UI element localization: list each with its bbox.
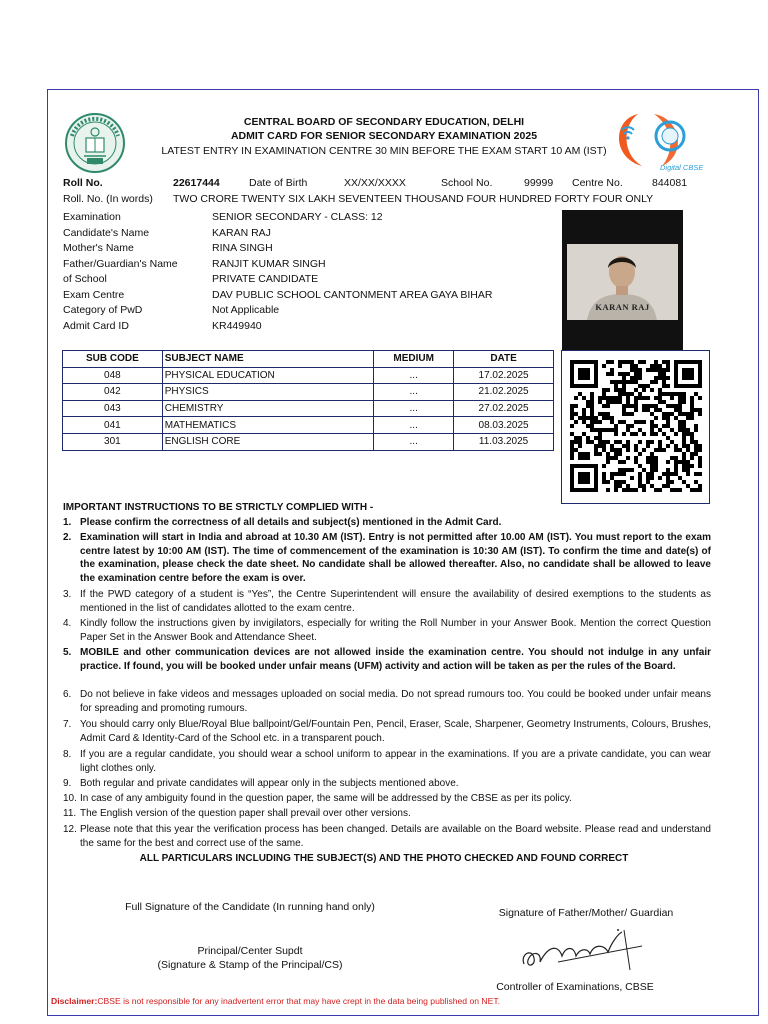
sub-code-cell: 301 bbox=[63, 433, 163, 450]
pwd-category-value: Not Applicable bbox=[212, 304, 280, 316]
date-cell: 11.03.2025 bbox=[454, 433, 554, 450]
examination-label: Examination bbox=[63, 211, 121, 223]
table-row bbox=[63, 384, 554, 401]
instruction-number: 4. bbox=[63, 618, 72, 629]
table-row bbox=[63, 417, 554, 434]
date-header: DATE bbox=[454, 351, 554, 368]
subject-table-header bbox=[63, 351, 554, 368]
disclaimer-text: CBSE is not responsible for any inadvertent error that may have crept in the data being published on NET. bbox=[97, 996, 501, 1006]
examination-value: SENIOR SECONDARY - CLASS: 12 bbox=[212, 211, 383, 223]
declaration-line: ALL PARTICULARS INCLUDING THE SUBJECT(S) AND THE PHOTO CHECKED AND FOUND CORRECT bbox=[139, 853, 629, 864]
instruction-text: You should carry only Blue/Royal Blue ballpoint/Gel/Fountain Pen, Pencil, Eraser, Scale, Sharpener, Geometry Instruments, Colours, Brushes, Admit Card & Identity-Card of the School etc. in a transparent pouch. bbox=[80, 719, 711, 744]
instruction-item bbox=[63, 777, 711, 791]
table-row bbox=[63, 367, 554, 384]
instruction-item bbox=[63, 792, 711, 806]
medium-cell: ... bbox=[374, 367, 454, 384]
father-name-label: Father/Guardian's Name bbox=[63, 258, 178, 270]
instruction-item bbox=[63, 617, 711, 644]
sub-code-cell: 048 bbox=[63, 367, 163, 384]
instruction-item bbox=[63, 718, 711, 745]
date-cell: 27.02.2025 bbox=[454, 400, 554, 417]
candidate-name-value: KARAN RAJ bbox=[212, 227, 271, 239]
entry-time-note: LATEST ENTRY IN EXAMINATION CENTRE 30 MIN BEFORE THE EXAM START 10 AM (IST) bbox=[161, 145, 607, 157]
instruction-item bbox=[63, 531, 711, 585]
disclaimer bbox=[51, 996, 500, 1006]
table-row bbox=[63, 433, 554, 450]
digital-cbse-label: Digital CBSE bbox=[660, 163, 704, 172]
instruction-number: 8. bbox=[63, 749, 72, 760]
guardian-signature-label: Signature of Father/Mother/ Guardian bbox=[498, 907, 674, 919]
mother-name-value: RINA SINGH bbox=[212, 242, 273, 254]
exam-centre-value: DAV PUBLIC SCHOOL CANTONMENT AREA GAYA BIHAR bbox=[212, 289, 493, 301]
instruction-number: 3. bbox=[63, 589, 72, 600]
medium-cell: ... bbox=[374, 433, 454, 450]
instruction-text: If you are a regular candidate, you should wear a school uniform to appear in the examinations. If you are a private candidate, you can wear light clothes only. bbox=[80, 749, 711, 774]
instruction-number: 9. bbox=[63, 778, 72, 789]
instruction-number: 5. bbox=[63, 647, 72, 658]
admit-card-title: ADMIT CARD FOR SENIOR SECONDARY EXAMINATION 2025 bbox=[230, 130, 538, 142]
sub-code-cell: 043 bbox=[63, 400, 163, 417]
school-label: School No. bbox=[441, 177, 493, 189]
instruction-text: Do not believe in fake videos and messages uploaded on social media. Do not spread rumours too. You could be booked under unfair means for spreading and promoting rumours. bbox=[80, 689, 711, 714]
instruction-text: Please confirm the correctness of all details and subject(s) mentioned in the Admit Card. bbox=[80, 517, 502, 528]
date-cell: 17.02.2025 bbox=[454, 367, 554, 384]
date-cell: 08.03.2025 bbox=[454, 417, 554, 434]
instruction-text: Both regular and private candidates will appear only in the subjects mentioned above. bbox=[80, 778, 459, 789]
instruction-number: 7. bbox=[63, 719, 72, 730]
subject-table bbox=[62, 350, 554, 451]
medium-cell: ... bbox=[374, 400, 454, 417]
candidate-name-label: Candidate's Name bbox=[63, 227, 150, 239]
subject-name-cell: CHEMISTRY bbox=[162, 400, 374, 417]
instruction-number: 1. bbox=[63, 517, 72, 528]
instruction-item bbox=[63, 748, 711, 775]
mother-name-label: Mother's Name bbox=[63, 242, 134, 254]
roll-words-value: TWO CRORE TWENTY SIX LAKH SEVENTEEN THOUSAND FOUR HUNDRED FORTY FOUR ONLY bbox=[173, 193, 654, 205]
principal-stamp-label: (Signature & Stamp of the Principal/CS) bbox=[157, 959, 343, 971]
dob-label: Date of Birth bbox=[249, 177, 308, 189]
sub-code-cell: 042 bbox=[63, 384, 163, 401]
medium-cell: ... bbox=[374, 417, 454, 434]
instruction-text: Examination will start in India and abroad at 10.30 AM (IST). Entry is not permitted after 10.00 AM (IST). You must report to the exam centre latest by 10:00 AM (IST). The time of commencement of the examination is 10:30 AM (IST). To confirm the time and date(s) of the examination, please check the date sheet. No candidate shall be allowed thereafter. Also, no candidate shall be allowed to leave the examination centre before the exam is over. bbox=[80, 532, 711, 584]
candidate-signature-label: Full Signature of the Candidate (In running hand only) bbox=[125, 901, 375, 913]
controller-label: Controller of Examinations, CBSE bbox=[496, 981, 654, 993]
instruction-text: The English version of the question paper shall prevail over other versions. bbox=[80, 808, 411, 819]
instruction-item bbox=[63, 646, 711, 673]
subject-name-cell: PHYSICAL EDUCATION bbox=[162, 367, 374, 384]
sub-code-header: SUB CODE bbox=[63, 351, 163, 368]
admit-card-id-label: Admit Card ID bbox=[63, 320, 129, 332]
roll-value: 22617444 bbox=[173, 177, 220, 189]
instruction-text: In case of any ambiguity found in the question paper, the same will be addressed by the CBSE as per its policy. bbox=[80, 793, 572, 804]
instruction-number: 11. bbox=[63, 808, 77, 819]
instructions-title: IMPORTANT INSTRUCTIONS TO BE STRICTLY COMPLIED WITH - bbox=[63, 502, 374, 513]
board-name: CENTRAL BOARD OF SECONDARY EDUCATION, DELHI bbox=[243, 116, 525, 128]
photo-caption: KARAN RAJ bbox=[595, 302, 650, 312]
instruction-number: 12. bbox=[63, 824, 77, 835]
instruction-text: Kindly follow the instructions given by invigilators, especially for writing the Roll Number in your Answer Book. Mention the correct Question Paper Set in the Answer Book and Attendance Sheet. bbox=[80, 618, 711, 643]
instruction-item bbox=[63, 823, 711, 850]
subject-name-header: SUBJECT NAME bbox=[162, 351, 374, 368]
sub-code-cell: 041 bbox=[63, 417, 163, 434]
instruction-item bbox=[63, 588, 711, 615]
medium-cell: ... bbox=[374, 384, 454, 401]
disclaimer-label: Disclaimer: bbox=[51, 996, 98, 1006]
dob-value: XX/XX/XXXX bbox=[344, 177, 406, 189]
instruction-item bbox=[63, 516, 711, 530]
medium-header: MEDIUM bbox=[374, 351, 454, 368]
instruction-text: If the PWD category of a student is “Yes”, the Centre Superintendent will ensure the availability of desired exemptions to the students as mentioned in the list of candidates allotted to the exam centre. bbox=[80, 589, 711, 614]
controller-signature bbox=[518, 924, 648, 976]
subject-name-cell: MATHEMATICS bbox=[162, 417, 374, 434]
school-label-detail: of School bbox=[63, 273, 107, 285]
principal-label: Principal/Center Supdt bbox=[197, 945, 303, 957]
school-value-detail: PRIVATE CANDIDATE bbox=[212, 273, 319, 285]
instruction-item bbox=[63, 688, 711, 715]
instruction-number: 2. bbox=[63, 532, 72, 543]
subject-name-cell: ENGLISH CORE bbox=[162, 433, 374, 450]
instruction-item bbox=[63, 807, 711, 821]
roll-label: Roll No. bbox=[63, 177, 103, 189]
table-row bbox=[63, 400, 554, 417]
exam-centre-label: Exam Centre bbox=[63, 289, 125, 301]
school-value: 99999 bbox=[524, 177, 554, 189]
date-cell: 21.02.2025 bbox=[454, 384, 554, 401]
roll-words-label: Roll. No. (In words) bbox=[63, 193, 153, 205]
instruction-number: 10. bbox=[63, 793, 77, 804]
pwd-category-label: Category of PwD bbox=[63, 304, 143, 316]
father-name-value: RANJIT KUMAR SINGH bbox=[212, 258, 326, 270]
centre-value: 844081 bbox=[652, 177, 688, 189]
subject-name-cell: PHYSICS bbox=[162, 384, 374, 401]
instruction-number: 6. bbox=[63, 689, 72, 700]
qr-code bbox=[570, 357, 702, 495]
admit-card-id-value: KR449940 bbox=[212, 320, 262, 332]
instruction-text: MOBILE and other communication devices are not allowed inside the examination centre. You should not indulge in any unfair practice. If found, you will be booked under unfair means (UFM) activity and action will be taken as per the rules of the Board. bbox=[80, 647, 711, 672]
centre-label: Centre No. bbox=[572, 177, 623, 189]
instruction-text: Please note that this year the verification process has been changed. Details are available on the Board website. Please read and understand the same for the best and correct use of the same. bbox=[80, 824, 711, 849]
